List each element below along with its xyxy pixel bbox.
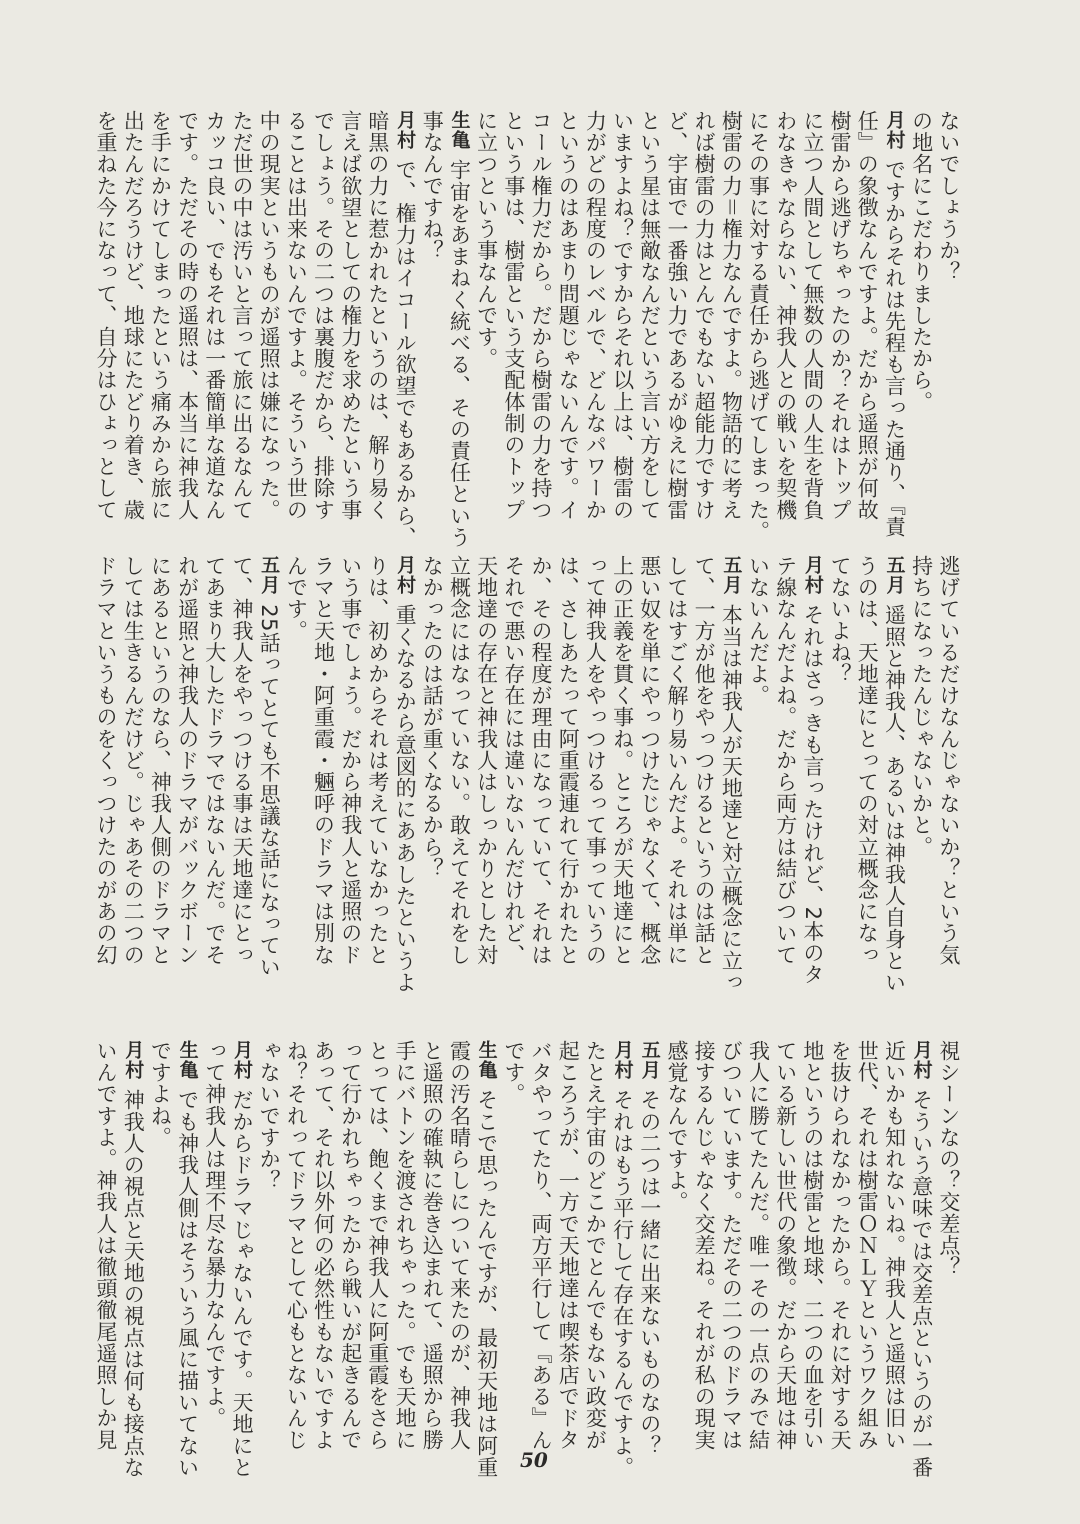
line-text: 持ちになったんじゃないかと。 (909, 555, 934, 858)
line-text: ですよね。 (148, 1040, 173, 1148)
text-column (772, 555, 799, 966)
text-column (663, 1040, 690, 1415)
line-text: しては生きるんだけど。じゃあその二つの (121, 555, 146, 966)
text-column (908, 110, 935, 510)
line-text: 重くなるから意図的にああしたというよ (393, 604, 418, 994)
text-column (364, 110, 391, 521)
line-text: ど、宇宙で一番強い力であるがゆえに樹雷 (664, 110, 689, 521)
line-text: 逃げているだけなんじゃないか？という気 (936, 555, 961, 966)
text-column (717, 110, 744, 521)
text-column (581, 110, 608, 521)
text-column (282, 110, 309, 521)
text-column (554, 555, 581, 966)
text-column (853, 1040, 880, 1451)
line-text: ね？それってドラマとして心もとないんじ (284, 1040, 309, 1451)
text-column (364, 555, 391, 966)
line-text: ただ世の中は汚いと言って旅に出るなんて (229, 110, 254, 521)
line-text: 中の現実というものが遥照は嫌になった。 (257, 110, 282, 521)
text-column (745, 555, 772, 960)
line-text: という星は無敵なんだという言い方をして (637, 110, 662, 521)
text-column (500, 555, 527, 966)
text-column (935, 1040, 962, 1415)
text-column (473, 1040, 500, 1479)
line-text: というのはあまり問題じゃないんです。イ (556, 110, 581, 521)
line-text: です。ただその時の遥照は、本当に神我人 (175, 110, 200, 521)
text-column (663, 110, 690, 521)
line-text: いう事でしょう。だから神我人と遥照のド (338, 555, 363, 966)
speaker-label: 月村 (611, 1040, 634, 1080)
text-column (880, 110, 907, 538)
text-column (609, 555, 636, 966)
text-column (228, 1040, 255, 1479)
line-text: に立つ人間として無数の人間の人生を背負 (800, 110, 825, 521)
text-column (445, 555, 472, 966)
speaker-label: 生亀 (448, 110, 471, 150)
text-column (445, 1040, 472, 1451)
line-text: に立つという事なんです。 (474, 110, 499, 370)
line-text: って行かれちゃったから戦いが起きるんで (338, 1040, 363, 1451)
text-column (717, 555, 744, 994)
text-column (418, 1040, 445, 1451)
speaker-label: 月村 (122, 1040, 145, 1080)
text-column (174, 555, 201, 966)
line-text: ている新しい世代の象徴。だから天地は神 (773, 1040, 798, 1451)
text-column (527, 110, 554, 521)
page-number: 50 (520, 1448, 548, 1472)
line-text: れば樹雷の力はとんでもない超能力ですけ (692, 110, 717, 521)
text-column (391, 555, 418, 994)
text-column (92, 555, 119, 966)
speaker-label: 生亀 (176, 1040, 199, 1080)
line-text: それはさっきも言ったけれど、2本のタ (800, 604, 825, 986)
text-column (581, 555, 608, 966)
text-column (663, 555, 690, 966)
text-column (146, 110, 173, 521)
line-text: その二つは一緒に出来ないものなの？ (637, 1089, 662, 1457)
text-column (201, 110, 228, 521)
text-column (391, 110, 418, 549)
text-column (92, 110, 119, 521)
line-text: 視シーンなの？交差点？ (936, 1040, 961, 1278)
speaker-label: 生亀 (475, 1040, 498, 1080)
text-column (772, 110, 799, 521)
line-text: 我人に勝てたんだ。唯一その一点のみで結 (746, 1040, 771, 1451)
line-text: 感覚なんですよ。 (664, 1040, 689, 1213)
speaker-label: 月村 (394, 110, 417, 150)
text-column (826, 555, 853, 960)
text-column (935, 110, 962, 510)
line-text: コール権力だから。だから樹雷の力を持つ (529, 110, 553, 521)
line-text: カッコ良い、でもそれは一番簡単な道なん (202, 110, 227, 521)
line-text: を手にかけてしまったという痛みから旅に (148, 110, 173, 521)
line-text: か、その程度が理由になっていて、それは (529, 555, 553, 966)
line-text: 暗黒の力に惹かれたというのは、解り易く (365, 110, 390, 521)
speaker-label: 五月 (720, 555, 743, 595)
line-text: 任』の象徴なんですよ。だから遥照が何故 (855, 110, 880, 521)
line-text: わなきゃならない、神我人との戦いを契機 (773, 110, 798, 521)
line-text: ラマと天地・阿重霞・魎呼のドラマは別な (311, 555, 336, 966)
text-column (282, 555, 309, 960)
text-column (581, 1040, 608, 1451)
line-text: だからドラマじゃないんです。天地にと (229, 1089, 254, 1479)
text-column (880, 555, 907, 994)
line-text: 手にバトンを渡されちゃった。でも天地に (393, 1040, 418, 1451)
line-text: で、権力はイコール欲望でもあるから、 (393, 159, 418, 549)
text-column (119, 555, 146, 966)
line-text: って神我人は理不尽な暴力なんですよ。 (202, 1040, 227, 1429)
text-column (826, 110, 853, 521)
text-column (799, 110, 826, 521)
text-column (337, 1040, 364, 1451)
line-text: を抜けられなかったから。それに対する天 (828, 1040, 853, 1451)
text-column (908, 1040, 935, 1479)
text-column (799, 1040, 826, 1451)
text-column (364, 1040, 391, 1451)
line-text: とっては、飽くまで神我人に阿重霞をさら (365, 1040, 390, 1451)
line-text: んです。 (284, 555, 309, 642)
text-column (690, 555, 717, 966)
text-column (772, 1040, 799, 1451)
line-text: と遥照の確執に巻き込まれて、遥照から勝 (420, 1040, 445, 1451)
line-text: 天地達の存在と神我人はしっかりとした対 (474, 555, 499, 966)
text-column (310, 555, 337, 966)
text-column (690, 1040, 717, 1451)
line-text: 言えば欲望としての権力を求めたという事 (338, 110, 363, 521)
speaker-label: 月村 (230, 1040, 253, 1080)
text-column (745, 110, 772, 542)
text-column (201, 555, 228, 966)
text-column (554, 110, 581, 521)
line-text: いますよね？ですからそれ以上は、樹雷の (610, 110, 635, 521)
text-column (609, 110, 636, 521)
text-column (445, 110, 472, 549)
text-column (119, 1040, 146, 1479)
line-text: 25話ってとても不思議な話になってい (257, 604, 282, 978)
line-text: 遥照と神我人、あるいは神我人自身とい (882, 604, 907, 994)
text-column (554, 1040, 581, 1451)
line-text: ゃないですか？ (257, 1040, 282, 1192)
text-column (500, 1040, 527, 1415)
line-text: 悪い奴を単にやっつけたじゃなくて、概念 (637, 555, 662, 966)
line-text: ることは出来ないんですよ。そういう世の (284, 110, 309, 521)
text-column (310, 110, 337, 521)
line-text: にあるというのなら、神我人側のドラマと (148, 555, 173, 966)
text-column (418, 110, 445, 510)
line-text: テ線なんだよね。だから両方は結びついて (773, 555, 798, 966)
speaker-label: 五月 (638, 1040, 661, 1080)
line-text: 地というのは樹雷と地球、二つの血を引い (800, 1040, 825, 1451)
line-text: ないでしょうか？ (936, 110, 961, 283)
text-column (119, 110, 146, 521)
text-column (609, 1040, 636, 1479)
line-text: いないんだよ。 (746, 555, 771, 707)
text-column (92, 1040, 119, 1451)
line-text: 立概念にはなっていない。敢えてそれをし (447, 555, 472, 966)
text-column (636, 110, 663, 521)
text-column (500, 110, 527, 521)
line-text: を重ねた今になって、自分はひょっとして (94, 110, 118, 521)
line-text: びついています。ただその二つのドラマは (719, 1040, 744, 1451)
line-text: ですからそれは先程も言った通り、『責 (882, 159, 907, 538)
text-column (228, 110, 255, 521)
speaker-label: 月村 (883, 110, 906, 150)
text-column (255, 110, 282, 521)
line-text: いんですよ。神我人は徹頭徹尾遥照しか見 (94, 1040, 118, 1451)
speaker-label: 月村 (910, 1040, 933, 1080)
text-column (282, 1040, 309, 1451)
text-column (853, 555, 880, 966)
text-column (935, 555, 962, 966)
text-column (853, 110, 880, 521)
line-text: そこで思ったんですが、最初天地は阿重 (474, 1089, 499, 1479)
line-text: 力がどの程度のレベルで、どんなパワーか (583, 110, 608, 521)
line-text: ドラマというものをくっつけたのがあの幻 (94, 555, 118, 966)
text-column (174, 110, 201, 521)
line-text: て、一方が他をやっつけるというのは話と (692, 555, 717, 966)
text-column (636, 1040, 663, 1457)
line-text: という事は、樹雷という支配体制のトップ (501, 110, 526, 521)
line-text: 宇宙をあまねく統べる、その責任という (447, 159, 472, 549)
text-column (255, 1040, 282, 1415)
text-tier-top (92, 110, 962, 549)
text-column (717, 1040, 744, 1451)
text-column (745, 1040, 772, 1451)
line-text: 上の正義を貫く事ね。ところが天地達にと (610, 555, 635, 966)
line-text: 霞の汚名晴らしについて来たのが、神我人 (447, 1040, 472, 1451)
text-column (310, 1040, 337, 1451)
line-text: 世代、それは樹雷ＯＮＬＹというワク組み (855, 1040, 880, 1451)
text-column (473, 110, 500, 510)
line-text: 本当は神我人が天地達と対立概念に立っ (719, 604, 744, 994)
line-text: てないよね？ (828, 555, 853, 685)
speaker-label: 月村 (801, 555, 824, 595)
text-column (880, 1040, 907, 1451)
line-text: 接するんじゃなく交差ね。それが私の現実 (692, 1040, 717, 1451)
text-column (255, 555, 282, 978)
text-column (418, 555, 445, 960)
text-column (337, 110, 364, 521)
text-column (636, 555, 663, 966)
text-column (690, 110, 717, 521)
line-text: 事なんですね？ (420, 110, 445, 262)
text-column (146, 555, 173, 966)
line-text: にその事に対する責任から逃げてしまった。 (746, 110, 771, 542)
line-text: でも神我人側はそういう風に描いてない (175, 1089, 200, 1479)
text-column (174, 1040, 201, 1479)
line-text: 近いかも知れないね。神我人と遥照は旧い (882, 1040, 907, 1451)
line-text: りは、初めからそれは考えていなかったと (365, 555, 390, 966)
text-column (527, 555, 554, 966)
line-text: は、さしあたって阿重霞連れて行かれたと (556, 555, 581, 966)
text-column (473, 555, 500, 966)
text-column (146, 1040, 173, 1415)
text-tier-middle (92, 555, 962, 994)
line-text: うのは、天地達にとっての対立概念になっ (855, 555, 880, 966)
line-text: バタやってたり、両方平行して『ある』ん (529, 1040, 553, 1451)
line-text: の地名にこだわりましたから。 (909, 110, 934, 413)
line-text: 起ころうが、一方で天地達は喫茶店でドタ (556, 1040, 581, 1451)
line-text: それで悪い存在には違いないんだけれど、 (501, 555, 526, 966)
text-column (527, 1040, 554, 1451)
line-text: そういう意味では交差点というのが一番 (909, 1089, 934, 1479)
line-text: 樹雷から逃げちゃったのか？それはトップ (828, 110, 853, 521)
text-column (799, 555, 826, 986)
line-text: 神我人の視点と天地の視点は何も接点な (121, 1089, 146, 1479)
line-text: です。 (501, 1040, 526, 1105)
text-column (826, 1040, 853, 1451)
text-column (391, 1040, 418, 1451)
line-text: でしょう。その二つは裏腹だから、排除す (311, 110, 336, 521)
line-text: てあまり大したドラマではないんだ。でそ (202, 555, 227, 966)
text-column (201, 1040, 228, 1429)
line-text: れが遥照と神我人のドラマがバックボーン (175, 555, 200, 966)
line-text: 樹雷の力＝権力なんですよ。物語的に考え (719, 110, 744, 521)
line-text: たとえ宇宙のどこかでとんでもない政変が (583, 1040, 608, 1451)
line-text: してはすごく解り易いんだよ。それは単に (664, 555, 689, 966)
line-text: それはもう平行して存在するんですよ。 (610, 1089, 635, 1479)
speaker-label: 月村 (394, 555, 417, 595)
line-text: なかったのは話が重くなるから？ (420, 555, 445, 879)
text-column (337, 555, 364, 966)
line-text: あって、それ以外何の必然性もないですよ (311, 1040, 336, 1451)
text-column (908, 555, 935, 960)
line-text: って神我人をやっつけるって事っていうの (583, 555, 608, 966)
speaker-label: 五月 (883, 555, 906, 595)
line-text: て、神我人をやっつける事は天地達にとっ (229, 555, 254, 966)
line-text: 出たんだろうけど、地球にたどり着き、歳 (121, 110, 146, 521)
speaker-label: 五月 (258, 555, 281, 595)
text-column (228, 555, 255, 966)
